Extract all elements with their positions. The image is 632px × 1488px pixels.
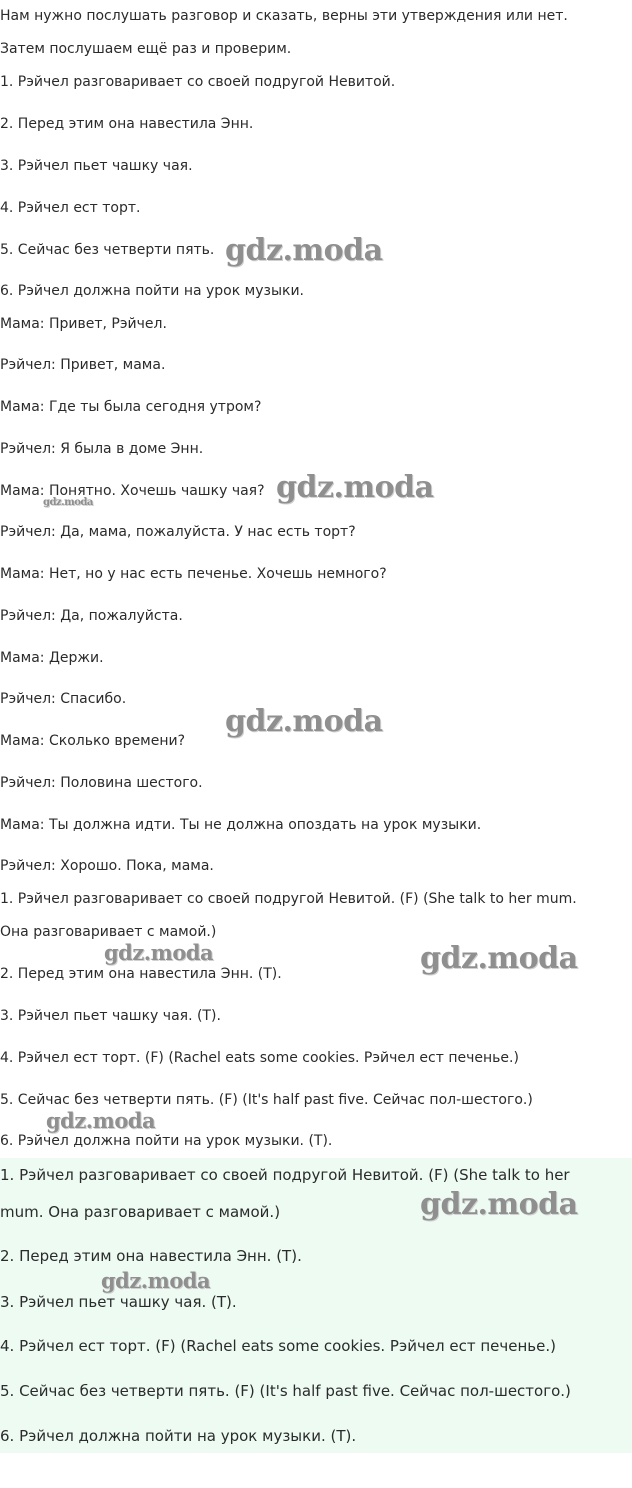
watermark-logo: gdz.moda: [420, 1187, 578, 1222]
answer-1-line-2: Она разговаривает с мамой.): [0, 924, 217, 940]
answer-1-line-1: 1. Рэйчел разговаривает со своей подругой Невитой. (F) (She talk to her mum.: [0, 891, 577, 907]
intro-line-2: Затем послушаем ещё раз и проверим.: [0, 41, 292, 57]
intro-line-1: Нам нужно послушать разговор и сказать, верны эти утверждения или нет.: [0, 8, 568, 24]
answer-3: 3. Рэйчел пьет чашку чая. (T).: [0, 1008, 221, 1024]
highlighted-answer-5: 5. Сейчас без четверти пять. (F) (It's half past five. Сейчас пол-шестого.): [0, 1382, 571, 1400]
watermark-logo-medium: gdz.moda: [101, 1268, 211, 1293]
highlighted-answer-1-line-2: mum. Она разговаривает с мамой.): [0, 1203, 281, 1221]
dialogue-line-2: Рэйчел: Привет, мама.: [0, 357, 166, 373]
statement-4: 4. Рэйчел ест торт.: [0, 200, 141, 216]
dialogue-line-10: Рэйчел: Спасибо.: [0, 691, 127, 707]
answer-6: 6. Рэйчел должна пойти на урок музыки. (T).: [0, 1133, 333, 1149]
statement-3: 3. Рэйчел пьет чашку чая.: [0, 158, 193, 174]
answer-4: 4. Рэйчел ест торт. (F) (Rachel eats some cookies. Рэйчел ест печенье.): [0, 1050, 519, 1066]
watermark-logo: gdz.moda: [420, 941, 578, 976]
watermark-logo-medium: gdz.moda: [46, 1108, 156, 1133]
highlighted-answer-1-line-1: 1. Рэйчел разговаривает со своей подругой Невитой. (F) (She talk to her: [0, 1166, 570, 1184]
statement-2: 2. Перед этим она навестила Энн.: [0, 116, 254, 132]
highlighted-answer-2: 2. Перед этим она навестила Энн. (T).: [0, 1247, 302, 1265]
dialogue-line-1: Мама: Привет, Рэйчел.: [0, 316, 167, 332]
dialogue-line-8: Рэйчел: Да, пожалуйста.: [0, 608, 183, 624]
dialogue-line-13: Мама: Ты должна идти. Ты не должна опоздать на урок музыки.: [0, 817, 482, 833]
dialogue-line-12: Рэйчел: Половина шестого.: [0, 775, 203, 791]
highlighted-answer-6: 6. Рэйчел должна пойти на урок музыки. (T).: [0, 1427, 357, 1445]
statement-5: 5. Сейчас без четверти пять.: [0, 242, 215, 258]
answer-5: 5. Сейчас без четверти пять. (F) (It's half past five. Сейчас пол-шестого.): [0, 1092, 533, 1108]
watermark-logo-small: gdz.moda: [43, 497, 93, 508]
watermark-logo: gdz.moda: [276, 470, 434, 505]
watermark-logo: gdz.moda: [225, 233, 383, 268]
highlighted-answer-3: 3. Рэйчел пьет чашку чая. (T).: [0, 1293, 237, 1311]
dialogue-line-4: Рэйчел: Я была в доме Энн.: [0, 441, 204, 457]
dialogue-line-7: Мама: Нет, но у нас есть печенье. Хочешь немного?: [0, 566, 387, 582]
dialogue-line-6: Рэйчел: Да, мама, пожалуйста. У нас есть торт?: [0, 524, 356, 540]
dialogue-line-9: Мама: Держи.: [0, 650, 104, 666]
statement-1: 1. Рэйчел разговаривает со своей подругой Невитой.: [0, 74, 396, 90]
dialogue-line-14: Рэйчел: Хорошо. Пока, мама.: [0, 858, 214, 874]
dialogue-line-3: Мама: Где ты была сегодня утром?: [0, 399, 262, 415]
highlighted-answer-4: 4. Рэйчел ест торт. (F) (Rachel eats some cookies. Рэйчел ест печенье.): [0, 1337, 556, 1355]
statement-6: 6. Рэйчел должна пойти на урок музыки.: [0, 283, 305, 299]
watermark-logo-medium: gdz.moda: [104, 940, 214, 965]
watermark-logo: gdz.moda: [225, 704, 383, 739]
dialogue-line-5: Мама: Понятно. Хочешь чашку чая?: [0, 483, 265, 499]
dialogue-line-11: Мама: Сколько времени?: [0, 733, 186, 749]
answer-2: 2. Перед этим она навестила Энн. (T).: [0, 966, 282, 982]
